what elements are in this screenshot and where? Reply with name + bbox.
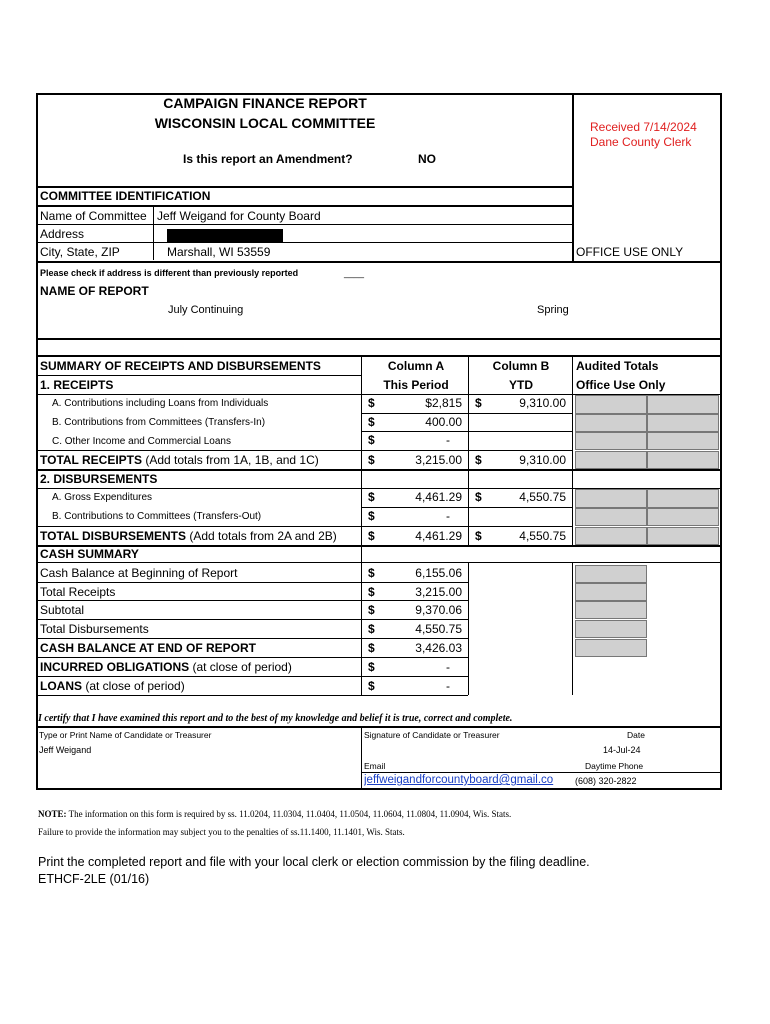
total-disbursements-bold: TOTAL DISBURSEMENTS bbox=[40, 529, 187, 543]
receipts-b-period: 400.00 bbox=[425, 415, 462, 429]
divider bbox=[36, 186, 574, 188]
disbursements-a-label: A. Gross Expenditures bbox=[52, 492, 153, 503]
city-state-zip-value: Marshall, WI 53559 bbox=[167, 245, 271, 259]
receipts-c-label: C. Other Income and Commercial Loans bbox=[52, 436, 231, 447]
divider bbox=[36, 582, 468, 583]
divider bbox=[36, 450, 572, 451]
form-title-2: WISCONSIN LOCAL COMMITTEE bbox=[154, 115, 376, 131]
divider bbox=[36, 375, 361, 376]
divider bbox=[36, 619, 468, 620]
date-value: 14-Jul-24 bbox=[603, 745, 641, 755]
total-disbursements-note: (Add totals from 2A and 2B) bbox=[186, 529, 337, 543]
report-name-left: July Continuing bbox=[168, 304, 244, 316]
audited-cell bbox=[647, 489, 719, 508]
dollar-sign: $ bbox=[368, 396, 375, 410]
audited-cell bbox=[575, 565, 647, 583]
incurred-obligations-bold: INCURRED OBLIGATIONS bbox=[40, 660, 190, 674]
dollar-sign: $ bbox=[368, 641, 375, 655]
divider bbox=[36, 205, 574, 207]
city-state-zip-label: City, State, ZIP bbox=[40, 245, 120, 259]
footer-note-text: The information on this form is required by ss. 11.0204, 11.0304, 11.0404, 11.0504, 11.0604, 11.0804, 11.0904, Wis. Stats. bbox=[66, 809, 512, 819]
audited-cell bbox=[575, 527, 647, 545]
dollar-sign: $ bbox=[368, 453, 375, 467]
column-a-header-1: Column A bbox=[387, 359, 445, 373]
dollar-sign: $ bbox=[475, 453, 482, 467]
phone-label: Daytime Phone bbox=[585, 761, 644, 771]
audited-cell bbox=[575, 414, 647, 432]
divider bbox=[36, 676, 468, 677]
audited-cell bbox=[647, 451, 719, 469]
committee-name-label: Name of Committee bbox=[40, 209, 147, 223]
divider bbox=[361, 355, 362, 695]
total-receipts-ytd: 9,310.00 bbox=[519, 453, 566, 467]
dollar-sign: $ bbox=[475, 490, 482, 504]
disbursements-b-label: B. Contributions to Committees (Transfers-Out) bbox=[52, 511, 262, 522]
total-receipts-period: 3,215.00 bbox=[415, 453, 462, 467]
audited-cell bbox=[575, 432, 647, 450]
divider bbox=[36, 600, 468, 601]
disbursements-a-ytd: 4,550.75 bbox=[519, 490, 566, 504]
report-name-right: Spring bbox=[537, 304, 569, 316]
total-disbursements-period: 4,461.29 bbox=[415, 529, 462, 543]
audited-cell bbox=[575, 601, 647, 619]
divider bbox=[36, 726, 722, 728]
committee-section-title: COMMITTEE IDENTIFICATION bbox=[40, 189, 211, 203]
filing-instructions: Print the completed report and file with your local clerk or election commission by the filing deadline. bbox=[38, 855, 590, 869]
dollar-sign: $ bbox=[368, 490, 375, 504]
loans-note: (at close of period) bbox=[82, 679, 185, 693]
cash-end-label: CASH BALANCE AT END OF REPORT bbox=[40, 641, 256, 655]
audited-cell bbox=[575, 583, 647, 601]
divider bbox=[361, 413, 572, 414]
audited-cell bbox=[575, 639, 647, 657]
form-id: ETHCF-2LE (01/16) bbox=[38, 872, 150, 886]
divider bbox=[36, 562, 722, 563]
address-change-blank[interactable]: ____ bbox=[344, 268, 365, 278]
committee-name-value: Jeff Weigand for County Board bbox=[157, 209, 321, 223]
receipts-c-period: - bbox=[446, 433, 450, 447]
audited-cell bbox=[647, 527, 719, 545]
address-redaction bbox=[167, 229, 283, 242]
dollar-sign: $ bbox=[368, 660, 375, 674]
divider bbox=[153, 205, 154, 260]
loans-label bbox=[40, 679, 185, 693]
address-label: Address bbox=[40, 227, 85, 241]
dollar-sign: $ bbox=[368, 509, 375, 523]
phone-value: (608) 320-2822 bbox=[575, 776, 637, 786]
footer-note bbox=[38, 809, 511, 819]
form-title-1: CAMPAIGN FINANCE REPORT bbox=[163, 95, 367, 111]
dollar-sign: $ bbox=[368, 529, 375, 543]
audited-cell bbox=[575, 489, 647, 508]
divider bbox=[36, 242, 574, 243]
loans-value: - bbox=[446, 679, 450, 693]
disbursements-b-period: - bbox=[446, 509, 450, 523]
amendment-question: Is this report an Amendment? bbox=[183, 152, 353, 166]
address-change-check: Please check if address is different than previously reported bbox=[40, 268, 299, 278]
email-link[interactable]: jeffweigandforcountyboard@gmail.co bbox=[364, 774, 554, 786]
audited-cell bbox=[647, 508, 719, 526]
audited-totals-header-2: Office Use Only bbox=[576, 378, 666, 392]
cash-begin-label: Cash Balance at Beginning of Report bbox=[40, 566, 238, 580]
audited-cell bbox=[575, 395, 647, 414]
audited-cell bbox=[575, 508, 647, 526]
audited-totals-header-1: Audited Totals bbox=[576, 359, 659, 373]
treasurer-name-value: Jeff Weigand bbox=[39, 745, 92, 755]
dollar-sign: $ bbox=[368, 622, 375, 636]
column-a-header-2: This Period bbox=[383, 378, 449, 392]
disbursements-a-period: 4,461.29 bbox=[415, 490, 462, 504]
audited-cell bbox=[647, 432, 719, 450]
cash-begin-value: 6,155.06 bbox=[415, 566, 462, 580]
treasurer-name-label: Type or Print Name of Candidate or Treasurer bbox=[39, 730, 212, 740]
cash-summary-title: CASH SUMMARY bbox=[40, 547, 139, 561]
email-label: Email bbox=[364, 761, 386, 771]
divider bbox=[468, 562, 469, 695]
divider bbox=[572, 355, 573, 545]
divider bbox=[361, 507, 572, 508]
amendment-answer: NO bbox=[418, 152, 436, 166]
divider bbox=[36, 526, 572, 527]
divider bbox=[361, 772, 722, 773]
column-b-header-2: YTD bbox=[509, 378, 533, 392]
dollar-sign: $ bbox=[475, 396, 482, 410]
total-disbursements-ytd: 4,550.75 bbox=[519, 529, 566, 543]
dollar-sign: $ bbox=[475, 529, 482, 543]
receipts-b-label: B. Contributions from Committees (Transfers-In) bbox=[52, 417, 266, 428]
dollar-sign: $ bbox=[368, 433, 375, 447]
incurred-obligations-note: (at close of period) bbox=[189, 660, 292, 674]
audited-cell bbox=[575, 451, 647, 469]
total-receipts-label bbox=[40, 453, 319, 467]
cash-disbursements-value: 4,550.75 bbox=[415, 622, 462, 636]
dollar-sign: $ bbox=[368, 566, 375, 580]
total-receipts-bold: TOTAL RECEIPTS bbox=[40, 453, 143, 467]
receipts-a-ytd: 9,310.00 bbox=[519, 396, 566, 410]
incurred-obligations-value: - bbox=[446, 660, 450, 674]
divider bbox=[36, 638, 468, 639]
signature-label: Signature of Candidate or Treasurer bbox=[364, 730, 500, 740]
footer-note-bold: NOTE: bbox=[38, 809, 67, 819]
dollar-sign: $ bbox=[368, 585, 375, 599]
divider bbox=[361, 431, 572, 432]
disbursements-title: 2. DISBURSEMENTS bbox=[40, 472, 158, 486]
cash-subtotal-label: Subtotal bbox=[40, 603, 85, 617]
summary-title: SUMMARY OF RECEIPTS AND DISBURSEMENTS bbox=[40, 359, 321, 373]
office-use-divider bbox=[572, 93, 574, 263]
divider bbox=[36, 657, 468, 658]
dollar-sign: $ bbox=[368, 679, 375, 693]
certification-statement: I certify that I have examined this report and to the best of my knowledge and belief it is true, correct and complete. bbox=[38, 713, 513, 724]
dollar-sign: $ bbox=[368, 415, 375, 429]
receipts-a-label: A. Contributions including Loans from Individuals bbox=[52, 398, 269, 409]
divider bbox=[36, 338, 722, 340]
divider bbox=[36, 224, 574, 225]
cash-receipts-label: Total Receipts bbox=[40, 585, 116, 599]
divider bbox=[36, 695, 468, 696]
incurred-obligations-label bbox=[40, 660, 292, 674]
total-receipts-note: (Add totals from 1A, 1B, and 1C) bbox=[142, 453, 319, 467]
divider bbox=[572, 562, 573, 695]
cash-subtotal-value: 9,370.06 bbox=[415, 603, 462, 617]
audited-cell bbox=[647, 395, 719, 414]
dollar-sign: $ bbox=[368, 603, 375, 617]
received-stamp-line1: Received 7/14/2024 bbox=[590, 120, 697, 134]
receipts-title: 1. RECEIPTS bbox=[40, 378, 114, 392]
footer-note-penalties: Failure to provide the information may subject you to the penalties of ss.11.1400, 11.1401, Wis. Stats. bbox=[38, 827, 405, 837]
office-use-label: OFFICE USE ONLY bbox=[576, 245, 684, 259]
received-stamp-line2: Dane County Clerk bbox=[590, 135, 692, 149]
divider bbox=[361, 726, 362, 789]
divider bbox=[36, 469, 722, 471]
date-label: Date bbox=[627, 730, 645, 740]
cash-receipts-value: 3,215.00 bbox=[415, 585, 462, 599]
column-b-header-1: Column B bbox=[492, 359, 550, 373]
audited-cell bbox=[647, 414, 719, 432]
cash-disbursements-label: Total Disbursements bbox=[40, 622, 149, 636]
loans-bold: LOANS bbox=[40, 679, 82, 693]
cash-end-value: 3,426.03 bbox=[415, 641, 462, 655]
receipts-a-period: $2,815 bbox=[425, 396, 462, 410]
divider bbox=[36, 261, 722, 263]
divider bbox=[36, 545, 722, 547]
audited-cell bbox=[575, 620, 647, 638]
divider bbox=[36, 355, 722, 357]
report-name-label: NAME OF REPORT bbox=[40, 284, 149, 298]
total-disbursements-label bbox=[40, 529, 337, 543]
